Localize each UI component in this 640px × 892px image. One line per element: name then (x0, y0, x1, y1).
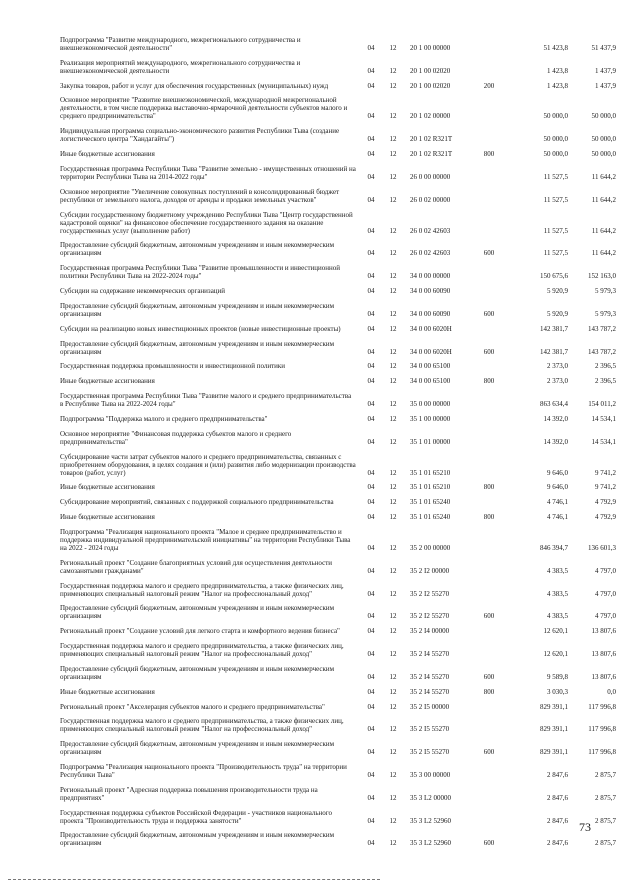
table-row (60, 127, 630, 143)
expense-type-code: 600 (483, 347, 495, 356)
amount-second: 2 875,7 (595, 793, 616, 802)
row-name: Предоставление субсидий бюджетным, автономным учреждениям и иным некоммерческим организациям (60, 241, 335, 258)
amount-first: 142 381,7 (540, 324, 568, 333)
section-code: 04 (367, 839, 375, 848)
section-code: 04 (367, 498, 375, 507)
target-article-code: 35 1 01 65210 (410, 483, 451, 492)
target-article-code: 35 2 I2 00000 (410, 566, 450, 575)
amount-first: 846 394,7 (540, 543, 568, 552)
amount-second: 11 644,2 (591, 226, 616, 235)
table-row (60, 740, 630, 756)
section-code: 04 (367, 226, 375, 235)
row-name: Региональный проект "Создание условий для легкого старта и комфортного ведения бизнеса" (60, 627, 340, 636)
subsection-code: 12 (389, 687, 397, 696)
expense-type-code: 800 (483, 150, 495, 159)
row-name: Предоставление субсидий бюджетным, автономным учреждениям и иным некоммерческим организациям (60, 740, 335, 757)
amount-second: 2 396,5 (595, 362, 616, 371)
amount-first: 5 920,9 (547, 287, 568, 296)
table-row (60, 763, 630, 779)
row-name: Государственная поддержка малого и среднего предпринимательства, а также физических лиц, применяющих специальный налоговый режим "Налог на профессиональный доход" (60, 642, 344, 659)
subsection-code: 12 (389, 377, 397, 386)
target-article-code: 35 3 L2 52960 (410, 816, 452, 825)
amount-first: 50 000,0 (543, 150, 568, 159)
target-article-code: 35 2 I4 00000 (410, 627, 450, 636)
amount-second: 2 875,7 (595, 839, 616, 848)
amount-first: 12 620,1 (543, 650, 568, 659)
amount-first: 829 391,1 (540, 725, 568, 734)
section-code: 04 (367, 748, 375, 757)
row-name: Региональный проект "Создание благоприятных условий для осуществления деятельности самозанятыми гражданами" (60, 558, 333, 575)
row-name: Индивидуальная программа социально-экономического развития Республики Тыва (создание логистического центра "Хандагайты") (60, 127, 340, 144)
row-name: Предоставление субсидий бюджетным, автономным учреждениям и иным некоммерческим организациям (60, 301, 335, 318)
table-row (60, 325, 630, 333)
expense-type-code: 800 (483, 483, 495, 492)
amount-second: 154 011,2 (588, 400, 616, 409)
expense-type-code: 200 (483, 81, 495, 90)
table-row (60, 415, 630, 423)
table-row (60, 340, 630, 356)
section-code: 04 (367, 81, 375, 90)
amount-first: 14 392,0 (543, 437, 568, 446)
row-name: Реализация мероприятий международного, межрегионального сотрудничества и внешнеэкономической деятельности (60, 58, 301, 75)
row-name: Закупка товаров, работ и услуг для обеспечения государственных (муниципальных) нужд (60, 81, 329, 90)
subsection-code: 12 (389, 650, 397, 659)
target-article-code: 34 0 00 6020Н (410, 347, 452, 356)
amount-second: 2 396,5 (595, 377, 616, 386)
section-code: 04 (367, 347, 375, 356)
amount-first: 1 423,8 (547, 66, 568, 75)
amount-second: 1 437,9 (595, 81, 616, 90)
section-code: 04 (367, 362, 375, 371)
amount-second: 117 996,8 (588, 748, 616, 757)
row-name: Субсидии государственному бюджетному учреждению Республики Тыва "Центр государственной кадастровой оценки" на финансовое обеспечение государственного задания на оказание государственных услуг (выполнение работ) (60, 210, 353, 235)
section-code: 04 (367, 650, 375, 659)
amount-second: 9 741,2 (595, 468, 616, 477)
section-code: 04 (367, 414, 375, 423)
amount-second: 13 807,6 (591, 672, 616, 681)
table-row (60, 392, 630, 408)
target-article-code: 26 0 02 00000 (410, 195, 451, 204)
amount-second: 13 807,6 (591, 627, 616, 636)
amount-second: 152 163,0 (588, 272, 616, 281)
row-name: Государственная поддержка малого и среднего предпринимательства, а также физических лиц, применяющих специальный налоговый режим "Налог на профессиональный доход" (60, 717, 344, 734)
section-code: 04 (367, 513, 375, 522)
target-article-code: 35 1 01 65210 (410, 468, 451, 477)
amount-second: 143 787,2 (588, 324, 616, 333)
target-article-code: 35 2 I4 55270 (410, 672, 450, 681)
amount-first: 4 746,1 (547, 498, 568, 507)
amount-first: 4 383,5 (547, 589, 568, 598)
table-row (60, 831, 630, 847)
subsection-code: 12 (389, 362, 397, 371)
amount-second: 0,0 (607, 687, 616, 696)
subsection-code: 12 (389, 66, 397, 75)
section-code: 04 (367, 66, 375, 75)
expense-type-code: 600 (483, 309, 495, 318)
section-code: 04 (367, 627, 375, 636)
target-article-code: 34 0 00 60090 (410, 309, 451, 318)
row-name: Основное мероприятие "Увеличение совокупных поступлений в консолидированный бюджет республики от земельного налога, доходов от аренды и продажи земельных участков" (60, 187, 340, 204)
section-code: 04 (367, 195, 375, 204)
row-name: Иные бюджетные ассигнования (60, 150, 155, 159)
subsection-code: 12 (389, 400, 397, 409)
amount-first: 11 527,5 (543, 249, 568, 258)
row-name: Иные бюджетные ассигнования (60, 483, 155, 492)
subsection-code: 12 (389, 324, 397, 333)
section-code: 04 (367, 687, 375, 696)
page-number: 73 (579, 820, 591, 834)
row-name: Государственная поддержка малого и среднего предпринимательства, а также физических лиц, применяющих специальный налоговый режим "Налог на профессиональный доход" (60, 581, 344, 598)
table-row (60, 430, 630, 446)
section-code: 04 (367, 287, 375, 296)
amount-first: 51 423,8 (543, 44, 568, 52)
target-article-code: 34 0 00 60090 (410, 287, 451, 296)
target-article-code: 26 0 02 42603 (410, 226, 451, 235)
section-code: 04 (367, 702, 375, 711)
subsection-code: 12 (389, 226, 397, 235)
subsection-code: 12 (389, 566, 397, 575)
amount-first: 2 847,6 (547, 770, 568, 779)
amount-first: 14 392,0 (543, 414, 568, 423)
expense-type-code: 800 (483, 513, 495, 522)
target-article-code: 34 0 00 00000 (410, 272, 451, 281)
table-row (60, 211, 630, 235)
section-code: 04 (367, 377, 375, 386)
amount-second: 117 996,8 (588, 725, 616, 734)
row-name: Государственная поддержка субъектов Российской Федерации - участников национального проекта "Производительность труда и поддержка занятости" (60, 808, 332, 825)
subsection-code: 12 (389, 44, 397, 52)
amount-second: 11 644,2 (591, 195, 616, 204)
table-row (60, 362, 630, 370)
table-row (60, 453, 630, 477)
section-code: 04 (367, 309, 375, 318)
section-code: 04 (367, 672, 375, 681)
target-article-code: 20 1 02 R321T (410, 150, 453, 159)
expense-type-code: 600 (483, 748, 495, 757)
row-name: Субсидирование мероприятий, связанных с поддержкой социального предпринимательства (60, 498, 334, 507)
subsection-code: 12 (389, 725, 397, 734)
row-name: Иные бюджетные ассигнования (60, 377, 155, 386)
amount-second: 2 875,7 (595, 770, 616, 779)
amount-first: 829 391,1 (540, 748, 568, 757)
amount-first: 142 381,7 (540, 347, 568, 356)
amount-second: 11 644,2 (591, 249, 616, 258)
table-row (60, 287, 630, 295)
target-article-code: 20 1 00 02020 (410, 81, 451, 90)
subsection-code: 12 (389, 543, 397, 552)
subsection-code: 12 (389, 287, 397, 296)
amount-second: 9 741,2 (595, 483, 616, 492)
table-row (60, 665, 630, 681)
row-name: Подпрограмма "Поддержка малого и среднего предпринимательства" (60, 414, 268, 423)
row-name: Предоставление субсидий бюджетным, автономным учреждениям и иным некоммерческим организациям (60, 664, 335, 681)
subsection-code: 12 (389, 627, 397, 636)
row-name: Основное мероприятие "Финансовая поддержка субъектов малого и среднего предпринимательства" (60, 429, 292, 446)
target-article-code: 34 0 00 65100 (410, 362, 451, 371)
table-row (60, 786, 630, 802)
section-code: 04 (367, 612, 375, 621)
target-article-code: 26 0 00 00000 (410, 172, 451, 181)
scan-edge-line (8, 879, 380, 880)
amount-second: 2 875,7 (595, 816, 616, 825)
section-code: 04 (367, 324, 375, 333)
row-name: Иные бюджетные ассигнования (60, 513, 155, 522)
subsection-code: 12 (389, 589, 397, 598)
table-row (60, 59, 630, 75)
target-article-code: 35 2 I2 55270 (410, 589, 450, 598)
table-row (60, 150, 630, 158)
expense-type-code: 600 (483, 249, 495, 258)
amount-first: 4 383,5 (547, 612, 568, 621)
amount-first: 2 373,0 (547, 362, 568, 371)
amount-first: 150 675,6 (540, 272, 568, 281)
section-code: 04 (367, 770, 375, 779)
subsection-code: 12 (389, 839, 397, 848)
subsection-code: 12 (389, 483, 397, 492)
section-code: 04 (367, 135, 375, 144)
row-name: Иные бюджетные ассигнования (60, 687, 155, 696)
section-code: 04 (367, 249, 375, 258)
row-name: Государственная программа Республики Тыва "Развитие промышленности и инвестиционной политики Республики Тыва на 2022-2024 годы" (60, 264, 340, 281)
table-row (60, 604, 630, 620)
subsection-code: 12 (389, 748, 397, 757)
amount-second: 143 787,2 (588, 347, 616, 356)
row-name: Предоставление субсидий бюджетным, автономным учреждениям и иным некоммерческим организациям (60, 831, 335, 848)
amount-second: 4 797,0 (595, 566, 616, 575)
table-row (60, 717, 630, 733)
target-article-code: 20 1 02 00000 (410, 112, 451, 121)
amount-first: 2 847,6 (547, 839, 568, 848)
row-name: Региональный проект "Адресная поддержка повышения производительности труда на предприятиях" (60, 785, 318, 802)
amount-second: 1 437,9 (595, 66, 616, 75)
amount-second: 4 797,0 (595, 589, 616, 598)
target-article-code: 35 2 00 00000 (410, 543, 451, 552)
target-article-code: 35 2 I2 55270 (410, 612, 450, 621)
amount-first: 3 030,3 (547, 687, 568, 696)
table-row (60, 165, 630, 181)
row-name: Государственная программа Республики Тыва "Развитие земельно - имущественных отношений на территории Республики Тыва на 2014-2022 годы" (60, 164, 356, 181)
target-article-code: 35 1 01 00000 (410, 437, 451, 446)
row-name: Предоставление субсидий бюджетным, автономным учреждениям и иным некоммерческим организациям (60, 604, 335, 621)
amount-first: 4 383,5 (547, 566, 568, 575)
target-article-code: 35 3 00 00000 (410, 770, 451, 779)
amount-first: 11 527,5 (543, 172, 568, 181)
amount-second: 5 979,3 (595, 287, 616, 296)
table-row (60, 36, 630, 52)
table-row (60, 582, 630, 598)
target-article-code: 35 2 I5 55270 (410, 725, 450, 734)
target-article-code: 35 0 00 00000 (410, 400, 451, 409)
target-article-code: 20 1 02 R321T (410, 135, 453, 144)
amount-first: 863 634,4 (540, 400, 568, 409)
amount-second: 50 000,0 (591, 135, 616, 144)
row-name: Основное мероприятие "Развитие внешнеэкономической, международной межрегиональной деятельности, в том числе поддержка выставочно-ярмарочной деятельности субъектов малого и среднего предпринимательства" (60, 96, 348, 121)
target-article-code: 34 0 00 6020Н (410, 324, 452, 333)
table-row (60, 513, 630, 521)
subsection-code: 12 (389, 612, 397, 621)
amount-first: 1 423,8 (547, 81, 568, 90)
amount-first: 829 391,1 (540, 702, 568, 711)
subsection-code: 12 (389, 150, 397, 159)
amount-second: 51 437,9 (591, 44, 616, 52)
amount-second: 5 979,3 (595, 309, 616, 318)
amount-second: 50 000,0 (591, 150, 616, 159)
subsection-code: 12 (389, 135, 397, 144)
section-code: 04 (367, 468, 375, 477)
row-name: Предоставление субсидий бюджетным, автономным учреждениям и иным некоммерческим организациям (60, 339, 335, 356)
section-code: 04 (367, 816, 375, 825)
table-row (60, 188, 630, 204)
row-name: Субсидии на реализацию новых инвестиционных проектов (новые инвестиционные проекты) (60, 324, 341, 333)
table-row (60, 498, 630, 506)
subsection-code: 12 (389, 793, 397, 802)
section-code: 04 (367, 793, 375, 802)
table-row (60, 377, 630, 385)
subsection-code: 12 (389, 672, 397, 681)
amount-second: 13 807,6 (591, 650, 616, 659)
subsection-code: 12 (389, 172, 397, 181)
row-name: Государственная программа Республики Тыва "Развитие малого и среднего предпринимательства в Республике Тыва на 2022-2024 годы" (60, 392, 352, 409)
table-row (60, 688, 630, 696)
row-name: Подпрограмма "Реализация национального проекта "Производительность труда" на территории Республики Тыва" (60, 762, 347, 779)
amount-first: 9 646,0 (547, 468, 568, 477)
amount-first: 9 646,0 (547, 483, 568, 492)
amount-first: 2 373,0 (547, 377, 568, 386)
subsection-code: 12 (389, 770, 397, 779)
table-row (60, 483, 630, 491)
subsection-code: 12 (389, 414, 397, 423)
subsection-code: 12 (389, 195, 397, 204)
row-name: Государственная поддержка промышленности и инвестиционной политики (60, 362, 286, 371)
amount-second: 11 644,2 (591, 172, 616, 181)
amount-first: 50 000,0 (543, 112, 568, 121)
expense-type-code: 800 (483, 687, 495, 696)
budget-table (60, 36, 630, 847)
subsection-code: 12 (389, 498, 397, 507)
section-code: 04 (367, 437, 375, 446)
row-name: Субсидии на содержание некоммерческих организаций (60, 287, 226, 296)
target-article-code: 35 2 I5 55270 (410, 748, 450, 757)
expense-type-code: 600 (483, 672, 495, 681)
row-name: Субсидирование части затрат субъектов малого и среднего предпринимательства, связанных с приобретением оборудования, в целях создания и (или) развития либо модернизации производства товаров (работ, услуг) (60, 452, 356, 477)
target-article-code: 35 2 I4 55270 (410, 687, 450, 696)
subsection-code: 12 (389, 513, 397, 522)
row-name: Подпрограмма "Развитие международного, межрегионального сотрудничества и внешнеэкономической деятельности" (60, 36, 301, 52)
target-article-code: 35 3 L2 00000 (410, 793, 452, 802)
table-row (60, 559, 630, 575)
target-article-code: 35 2 I4 55270 (410, 650, 450, 659)
target-article-code: 35 1 01 65240 (410, 498, 451, 507)
table-row (60, 642, 630, 658)
section-code: 04 (367, 150, 375, 159)
section-code: 04 (367, 483, 375, 492)
table-row (60, 82, 630, 90)
table-row (60, 703, 630, 711)
expense-type-code: 800 (483, 377, 495, 386)
amount-first: 4 746,1 (547, 513, 568, 522)
expense-type-code: 600 (483, 839, 495, 848)
section-code: 04 (367, 543, 375, 552)
section-code: 04 (367, 112, 375, 121)
amount-second: 4 792,9 (595, 513, 616, 522)
target-article-code: 34 0 00 65100 (410, 377, 451, 386)
subsection-code: 12 (389, 347, 397, 356)
table-row (60, 627, 630, 635)
amount-first: 11 527,5 (543, 226, 568, 235)
amount-first: 2 847,6 (547, 793, 568, 802)
section-code: 04 (367, 272, 375, 281)
table-row (60, 302, 630, 318)
amount-second: 14 534,1 (591, 437, 616, 446)
expense-type-code: 600 (483, 612, 495, 621)
target-article-code: 35 1 00 00000 (410, 414, 451, 423)
target-article-code: 35 2 I5 00000 (410, 702, 450, 711)
amount-first: 50 000,0 (543, 135, 568, 144)
table-row (60, 809, 630, 825)
subsection-code: 12 (389, 272, 397, 281)
amount-second: 117 996,8 (588, 702, 616, 711)
amount-second: 4 792,9 (595, 498, 616, 507)
amount-second: 136 601,3 (588, 543, 616, 552)
amount-first: 11 527,5 (543, 195, 568, 204)
target-article-code: 26 0 02 42603 (410, 249, 451, 258)
section-code: 04 (367, 172, 375, 181)
amount-second: 50 000,0 (591, 112, 616, 121)
row-name: Подпрограмма "Реализация национального проекта "Малое и среднее предпринимательство и поддержка индивидуальной предпринимательской инициативы" на территории Республики Тыва на 2022 - 2024 годы (60, 527, 351, 552)
amount-second: 4 797,0 (595, 612, 616, 621)
table-row (60, 264, 630, 280)
subsection-code: 12 (389, 112, 397, 121)
section-code: 04 (367, 400, 375, 409)
subsection-code: 12 (389, 816, 397, 825)
amount-second: 14 534,1 (591, 414, 616, 423)
amount-first: 5 920,9 (547, 309, 568, 318)
table-row (60, 96, 630, 120)
table-row (60, 241, 630, 257)
amount-first: 12 620,1 (543, 627, 568, 636)
subsection-code: 12 (389, 437, 397, 446)
amount-first: 2 847,6 (547, 816, 568, 825)
section-code: 04 (367, 589, 375, 598)
section-code: 04 (367, 725, 375, 734)
table-row (60, 528, 630, 552)
section-code: 04 (367, 566, 375, 575)
subsection-code: 12 (389, 702, 397, 711)
row-name: Региональный проект "Акселерация субъектов малого и среднего предпринимательства" (60, 702, 325, 711)
section-code: 04 (367, 44, 375, 52)
target-article-code: 20 1 00 02020 (410, 66, 451, 75)
target-article-code: 20 1 00 00000 (410, 44, 451, 52)
subsection-code: 12 (389, 249, 397, 258)
target-article-code: 35 1 01 65240 (410, 513, 451, 522)
subsection-code: 12 (389, 468, 397, 477)
amount-first: 9 589,8 (547, 672, 568, 681)
subsection-code: 12 (389, 309, 397, 318)
target-article-code: 35 3 L2 52960 (410, 839, 452, 848)
subsection-code: 12 (389, 81, 397, 90)
